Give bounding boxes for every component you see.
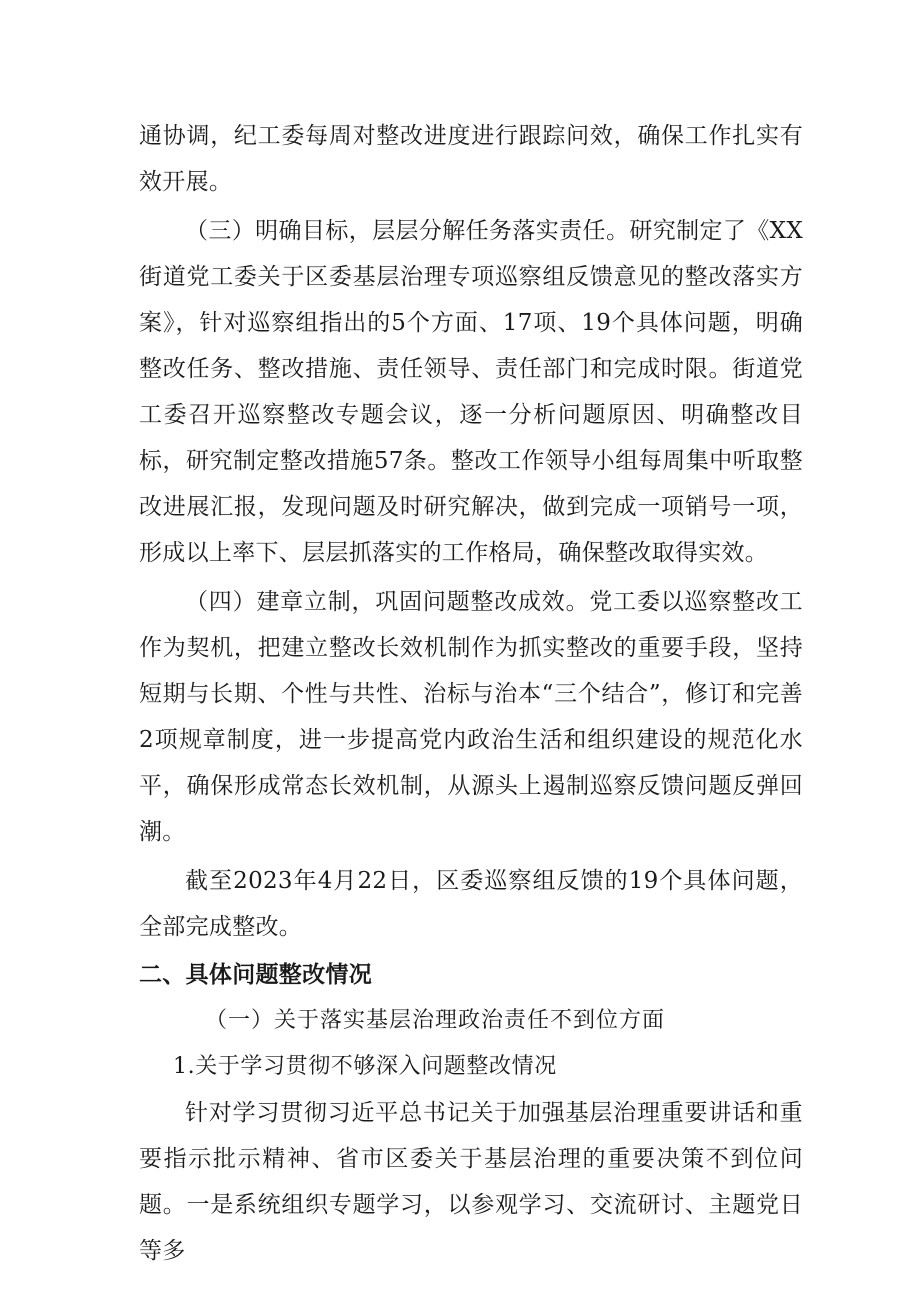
document-page <box>139 113 803 1274</box>
paragraph-deadline-summary: 截至2023年4月22日，区委巡察组反馈的19个具体问题，全部完成整改。 <box>139 868 803 940</box>
item-heading-1: 1.关于学习贯彻不够深入问题整改情况 <box>173 1054 557 1079</box>
section-heading-2: 二、具体问题整改情况 <box>139 962 372 988</box>
paragraph-section-three: （三）明确目标，层层分解任务落实责任。研究制定了《XX街道党工委关于区委基层治理专项巡察组反馈意见的整改落实方案》，针对巡察组指出的5个方面、17项、19个具体问题，明确整改任务、整改措施、责任领导、责任部门和完成时限。街道党工委召开巡察整改专题会议，逐一分析问题原因、明确整改目标，研究制定整改措施57条。整改工作领导小组每周集中听取整改进展汇报，发现问题及时研究解决，做到完成一项销号一项，形成以上率下、层层抓落实的工作格局，确保整改取得实效。 <box>139 218 803 566</box>
subsection-heading-1: （一）关于落实基层治理政治责任不到位方面 <box>205 1008 666 1033</box>
paragraph-continuation: 通协调，纪工委每周对整改进度进行跟踪问效，确保工作扎实有效开展。 <box>139 123 803 195</box>
paragraph-section-four: （四）建章立制，巩固问题整改成效。党工委以巡察整改工作为契机，把建立整改长效机制作为抓实整改的重要手段，坚持短期与长期、个性与共性、治标与治本“三个结合”，修订和完善2项规章制度，进一步提高党内政治生活和组织建设的规范化水平，确保形成常态长效机制，从源头上遏制巡察反馈问题反弹回潮。 <box>139 589 803 845</box>
paragraph-item-1-body: 针对学习贯彻习近平总书记关于加强基层治理重要讲话和重要指示批示精神、省市区委关于基层治理的重要决策不到位问题。一是系统组织专题学习，以参观学习、交流研讨、主题党日等多 <box>139 1100 803 1264</box>
